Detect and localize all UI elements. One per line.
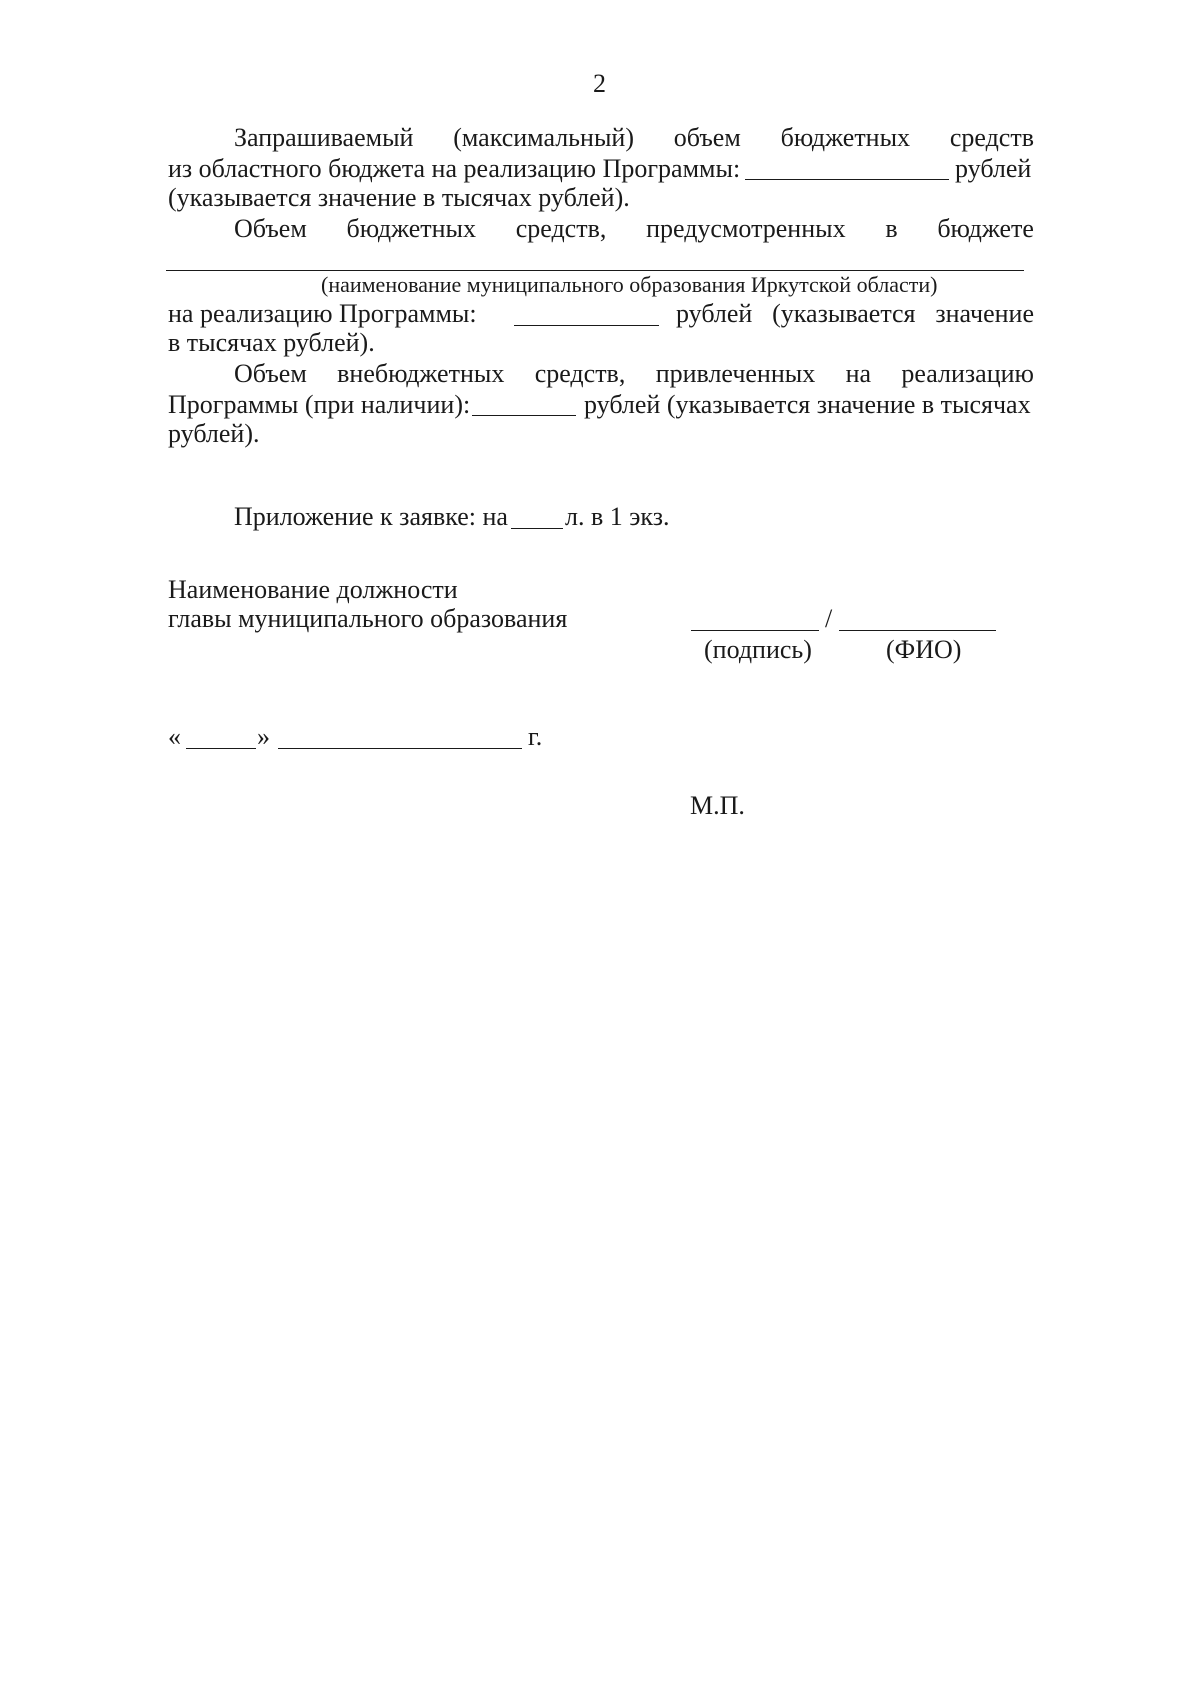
date-day-blank[interactable] <box>186 748 256 749</box>
regional-budget-amount-blank[interactable] <box>745 179 949 180</box>
word: предусмотренных <box>646 214 846 243</box>
paragraph-2-line-1 <box>234 213 1034 244</box>
word: бюджете <box>937 214 1034 243</box>
extrabudgetary-amount-blank[interactable] <box>472 415 576 416</box>
date-open-quote: « <box>168 722 181 751</box>
word: (указывается <box>772 299 916 328</box>
full-name-blank[interactable] <box>839 630 996 631</box>
date-month-blank[interactable] <box>278 748 522 749</box>
word: средств, <box>515 214 607 243</box>
date-year-suffix: г. <box>528 722 543 751</box>
word: бюджетных <box>346 214 476 243</box>
signature-blank[interactable] <box>691 630 819 631</box>
stamp-label: М.П. <box>690 791 745 820</box>
word: в <box>885 214 898 243</box>
word: средств, <box>534 359 626 388</box>
word: средств <box>949 123 1034 152</box>
word: внебюджетных <box>337 359 505 388</box>
word: рублей <box>676 299 753 328</box>
word: реализацию <box>901 359 1034 388</box>
attachment-pages-blank[interactable] <box>511 528 563 529</box>
attachment-prefix: Приложение к заявке: на <box>234 502 508 531</box>
paragraph-1-line-1 <box>234 122 1034 153</box>
word: объем <box>673 123 741 152</box>
signature-caption: (подпись) <box>704 635 812 664</box>
position-title-line-2: главы муниципального образования <box>168 604 568 633</box>
word: на <box>845 359 872 388</box>
full-name-caption: (ФИО) <box>886 635 962 664</box>
word: бюджетных <box>780 123 911 152</box>
municipality-name-caption: (наименование муниципального образования Иркутской области) <box>321 272 938 297</box>
paragraph-2-line-2-right <box>676 298 1034 329</box>
paragraph-3-line-2-right: рублей (указывается значение в тысячах <box>584 390 1031 419</box>
attachment-suffix: л. в 1 экз. <box>565 502 670 531</box>
local-budget-amount-blank[interactable] <box>514 325 659 326</box>
date-close-quote: » <box>257 722 270 751</box>
word: Объем <box>234 214 307 243</box>
paragraph-3-line-1 <box>234 358 1034 389</box>
word: Запрашиваемый <box>234 123 414 152</box>
word: значение <box>935 299 1034 328</box>
page-number: 2 <box>593 69 606 98</box>
paragraph-1-line-2-right: рублей <box>955 154 1032 183</box>
paragraph-3-line-2-left: Программы (при наличии): <box>168 390 471 419</box>
paragraph-2-line-2-left: на реализацию Программы: <box>168 299 477 328</box>
signature-separator: / <box>825 604 833 633</box>
paragraph-1-line-3: (указывается значение в тысячах рублей). <box>168 183 630 212</box>
paragraph-3-line-3: рублей). <box>168 419 260 448</box>
word: привлеченных <box>655 359 816 388</box>
word: (максимальный) <box>453 123 634 152</box>
municipality-name-blank[interactable] <box>166 270 1024 271</box>
paragraph-1-line-2-left: из областного бюджета на реализацию Программы: <box>168 154 741 183</box>
paragraph-2-line-3: в тысячах рублей). <box>168 328 375 357</box>
position-title-line-1: Наименование должности <box>168 575 458 604</box>
word: Объем <box>234 359 307 388</box>
